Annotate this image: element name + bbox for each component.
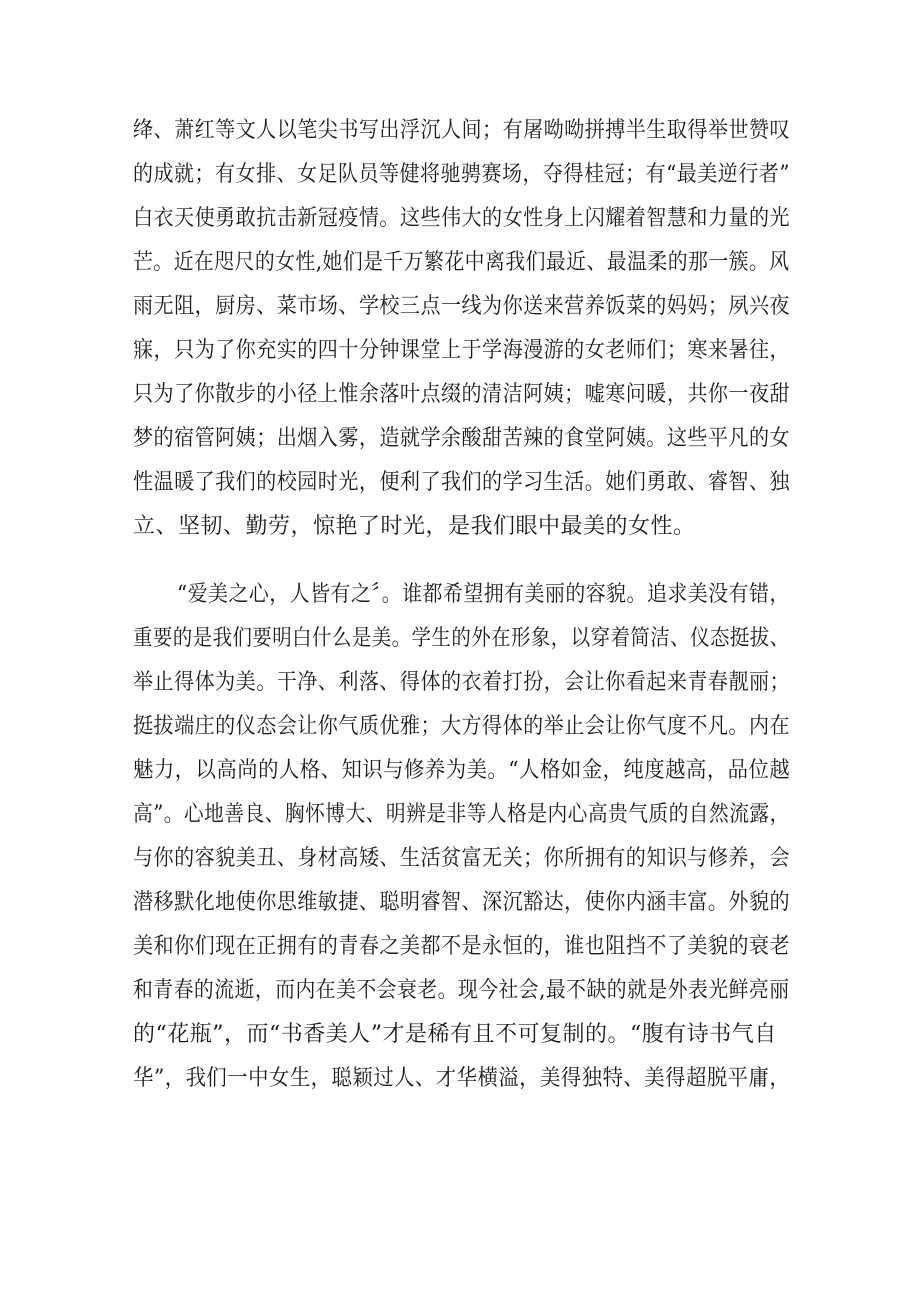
- text-line: 性温暖了我们的校园时光，便利了我们的学习生活。她们勇敢、睿智、独: [133, 470, 791, 495]
- text-line: 芒。近在咫尺的女性,她们是千万繁花中离我们最近、最温柔的那一簇。风: [133, 250, 790, 275]
- text-line: 重要的是我们要明白什么是美。学生的外在形象，以穿着简洁、仪态挺拔、: [133, 626, 790, 651]
- text-line: 和青春的流逝，而内在美不会衰老。现今社会,最不缺的就是外表光鲜亮丽: [133, 978, 790, 1003]
- text-line: 的成就；有女排、女足队员等健将驰骋赛场，夺得桂冠；有“最美逆行者”: [133, 162, 790, 187]
- text-line: 只为了你散步的小径上惟余落叶点缀的清洁阿姨；嘘寒问暖，共你一夜甜: [133, 382, 791, 407]
- text-line: 白衣天使勇敢抗击新冠疫情。这些伟大的女性身上闪耀着智慧和力量的光: [133, 206, 791, 231]
- text-line: 高”。心地善良、胸怀博大、明辨是非等人格是内心高贵气质的自然流露，: [133, 802, 790, 827]
- text-line: 与你的容貌美丑、身材高矮、生活贫富无关；你所拥有的知识与修养，会: [133, 846, 791, 871]
- text-line: 梦的宿管阿姨；出烟入雾，造就学余酸甜苦辣的食堂阿姨。这些平凡的女: [133, 426, 791, 451]
- text-line: 美和你们现在正拥有的青春之美都不是永恒的，谁也阻挡不了美貌的衰老: [133, 934, 791, 959]
- text-line: 挺拔端庄的仪态会让你气质优雅；大方得体的举止会让你气度不凡。内在: [133, 714, 791, 739]
- text-line: 立、坚韧、勤劳，惊艳了时光，是我们眼中最美的女性。: [133, 514, 696, 539]
- text-line: 绛、萧红等文人以笔尖书写出浮沉人间；有屠呦呦拼搏半生取得举世赞叹: [133, 118, 791, 143]
- text-line: 举止得体为美。干净、利落、得体的衣着打扮，会让你看起来青春靓丽；: [133, 670, 791, 695]
- text-line: 华”，我们一中女生，聪颖过人、才华横溢，美得独特、美得超脱平庸，: [133, 1066, 791, 1091]
- text-line: “爱美之心，人皆有之〞。谁都希望拥有美丽的容貌。追求美没有错，: [177, 582, 790, 607]
- text-line: 潜移默化地使你思维敏捷、聪明睿智、深沉豁达，使你内涵丰富。外貌的: [133, 890, 791, 915]
- text-line: 的“花瓶”，而“书香美人”才是稀有且不可复制的。“腹有诗书气自: [133, 1022, 777, 1047]
- text-line: 魅力，以高尚的人格、知识与修养为美。“人格如金，纯度越高，品位越: [133, 758, 791, 783]
- text-line: 雨无阻，厨房、菜市场、学校三点一线为你送来营养饭菜的妈妈；夙兴夜: [133, 294, 791, 319]
- text-line: 寐，只为了你充实的四十分钟课堂上于学海漫游的女老师们；寒来暑往，: [133, 338, 791, 363]
